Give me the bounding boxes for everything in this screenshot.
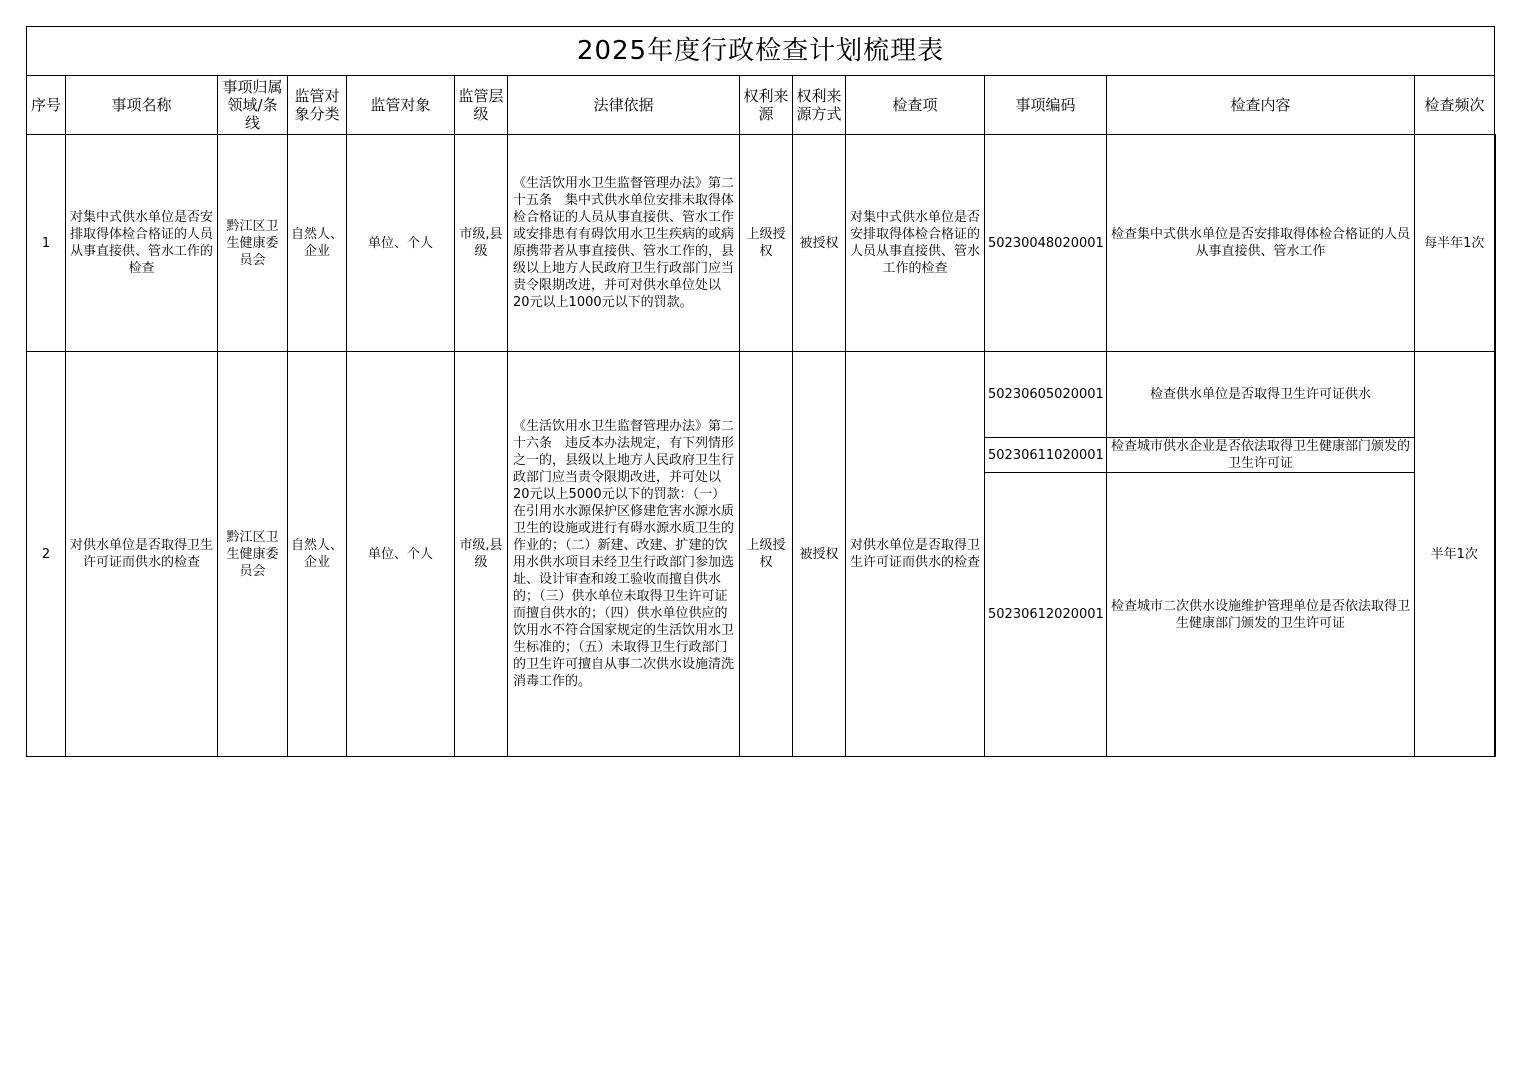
inspection-plan-table: [26, 26, 1496, 757]
row-legal-basis: 《生活饮用水卫生监督管理办法》第二十五条 集中式供水单位安排未取得体检合格证的人员从事直接供、管水工作或安排患有有碍饮用水卫生疾病的或病原携带者从事直接供、管水工作的，县级以上地方人民政府卫生行政部门应当责令限期改进，并可对供水单位处以20元以上1000元以下的罚款。: [508, 135, 740, 352]
row-domain: 黔江区卫生健康委员会: [218, 352, 288, 757]
header-item-name: 事项名称: [66, 76, 218, 135]
inspection-plan-sheet: [26, 26, 1494, 757]
header-frequency: 检查频次: [1415, 76, 1495, 135]
row-level: 市级,县级: [455, 135, 508, 352]
row-target: 单位、个人: [347, 135, 455, 352]
table-row: [27, 135, 1495, 352]
row-no: 1: [27, 135, 66, 352]
row-item-code: 50230611020001: [985, 438, 1107, 473]
header-target: 监管对象: [347, 76, 455, 135]
row-target-category: 自然人、企业: [288, 352, 347, 757]
header-power-source: 权利来源: [740, 76, 793, 135]
row-item-name: 对集中式供水单位是否安排取得体检合格证的人员从事直接供、管水工作的检查: [66, 135, 218, 352]
header-level: 监管层级: [455, 76, 508, 135]
header-power-method: 权利来源方式: [793, 76, 846, 135]
header-domain: 事项归属领域/条线: [218, 76, 288, 135]
row-check-content: 检查城市二次供水设施维护管理单位是否依法取得卫生健康部门颁发的卫生许可证: [1107, 473, 1415, 757]
row-frequency: 每半年1次: [1415, 135, 1495, 352]
row-domain: 黔江区卫生健康委员会: [218, 135, 288, 352]
row-check-content: 检查集中式供水单位是否安排取得体检合格证的人员从事直接供、管水工作: [1107, 135, 1415, 352]
row-target-category: 自然人、企业: [288, 135, 347, 352]
row-target: 单位、个人: [347, 352, 455, 757]
row-check-item: 对供水单位是否取得卫生许可证而供水的检查: [846, 352, 985, 757]
table-row: [27, 352, 1495, 438]
row-item-code: 50230612020001: [985, 473, 1107, 757]
header-legal-basis: 法律依据: [508, 76, 740, 135]
header-no: 序号: [27, 76, 66, 135]
header-target-category: 监管对象分类: [288, 76, 347, 135]
row-legal-basis: 《生活饮用水卫生监督管理办法》第二十六条 违反本办法规定，有下列情形之一的，县级以上地方人民政府卫生行政部门应当责令限期改进，并可处以20元以上5000元以下的罚款：（一）在引用水水源保护区修建危害水源水质卫生的设施或进行有碍水源水质卫生的作业的；（二）新建、改建、扩建的饮用水供水项目未经卫生行政部门参加选址、设计审查和竣工验收而擅自供水的；（三）供水单位未取得卫生许可证而擅自供水的；（四）供水单位供应的饮用水不符合国家规定的生活饮用水卫生标准的；（五）未取得卫生行政部门的卫生许可擅自从事二次供水设施清洗消毒工作的。: [508, 352, 740, 757]
row-item-name: 对供水单位是否取得卫生许可证而供水的检查: [66, 352, 218, 757]
header-check-item: 检查项: [846, 76, 985, 135]
sheet-title: 2025年度行政检查计划梳理表: [27, 27, 1495, 76]
header-item-code: 事项编码: [985, 76, 1107, 135]
header-check-content: 检查内容: [1107, 76, 1415, 135]
row-no: 2: [27, 352, 66, 757]
row-check-content: 检查供水单位是否取得卫生许可证供水: [1107, 352, 1415, 438]
row-power-method: 被授权: [793, 352, 846, 757]
row-power-method: 被授权: [793, 135, 846, 352]
row-level: 市级,县级: [455, 352, 508, 757]
header-row: [27, 76, 1495, 135]
row-item-code: 50230605020001: [985, 352, 1107, 438]
row-item-code: 50230048020001: [985, 135, 1107, 352]
row-power-source: 上级授权: [740, 135, 793, 352]
row-check-content: 检查城市供水企业是否依法取得卫生健康部门颁发的卫生许可证: [1107, 438, 1415, 473]
row-power-source: 上级授权: [740, 352, 793, 757]
row-frequency: 半年1次: [1415, 352, 1495, 757]
row-check-item: 对集中式供水单位是否安排取得体检合格证的人员从事直接供、管水工作的检查: [846, 135, 985, 352]
